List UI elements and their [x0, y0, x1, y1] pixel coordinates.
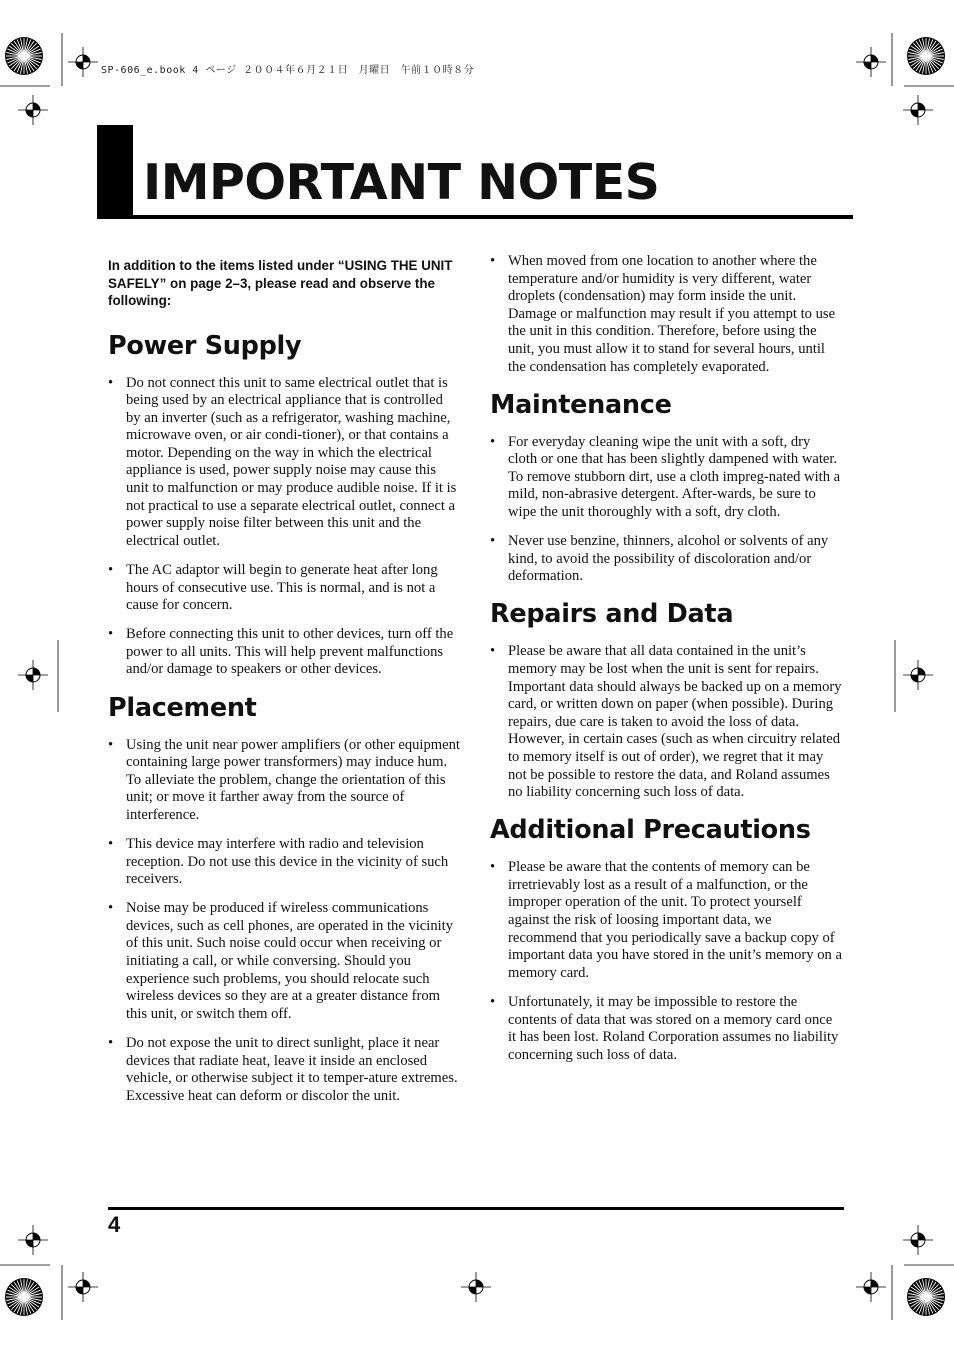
placement-continued-list: [490, 253, 842, 376]
repairs-list: [490, 643, 842, 801]
bullet: •: [108, 561, 114, 578]
bullet: •: [108, 835, 114, 852]
bullet: •: [490, 993, 496, 1010]
list-item: • Using the unit near power amplifiers (or other equipment containing large power transformers) may induce hum. To alleviate the problem, change the orientation of this unit; or move it farther away from the source of interference.: [108, 736, 460, 823]
list-item: • Before connecting this unit to other devices, turn off the power to all units. This will help prevent malfunctions and/or damage to speakers or other devices.: [108, 626, 454, 678]
placement-list: [108, 737, 460, 1106]
bullet: •: [490, 859, 496, 876]
maintenance-list: [490, 434, 842, 586]
list-item: • This device may interfere with radio and television reception. Do not use this device in the vicinity of such receivers.: [108, 835, 449, 888]
bullet: •: [108, 626, 114, 643]
bullet: •: [108, 374, 114, 391]
list-item: • Noise may be produced if wireless communications devices, such as cell phones, are operated in the vicinity of this unit. Such noise could occur when receiving or initiating a call, or while conversing. Should you experience such problems, you should relocate such wireless devices so they are at a greater distance from this unit, or switch them off.: [108, 900, 454, 1022]
section-heading-repairs: Repairs and Data: [490, 599, 734, 630]
list-item: • Please be aware that the contents of memory can be irretrievably lost as a result of a malfunction, or the improper operation of the unit. To protect yourself against the risk of loosing important data, we recommend that you periodically save a backup copy of important data you have stored in the unit’s memory on a memory card.: [490, 859, 842, 981]
section-heading-placement: Placement: [108, 692, 257, 723]
file-header: SP-606_e.book 4 ページ ２００４年６月２１日 月曜日 午前１０時８分: [101, 65, 475, 76]
title-accent-bar: [97, 125, 133, 219]
power-supply-list: [108, 375, 460, 680]
page-number: 4: [108, 1212, 121, 1237]
left-column: [108, 257, 460, 1117]
bullet: •: [490, 433, 496, 450]
section-heading-maintenance: Maintenance: [490, 389, 672, 420]
list-item: • Do not connect this unit to same electrical outlet that is being used by an electrical appliance that is controlled by an inverter (such as a refrigerator, washing machine, microwave oven, or air condi-tioner), or that contains a motor. Depending on the way in which the electrical appliance is used, power supply noise may cause this unit to malfunction or may produce audible noise. If it is not practical to use a separate electrical outlet, connect a power supply noise filter between this unit and the electrical outlet.: [108, 374, 457, 549]
bullet: •: [108, 1034, 114, 1051]
intro-text: In addition to the items listed under “USING THE UNIT SAFELY” on page 2–3, please read and observe the following:: [108, 258, 453, 308]
list-item: • Do not expose the unit to direct sunlight, place it near devices that radiate heat, leave it inside an enclosed vehicle, or otherwise subject it to temper-ature extremes. Excessive heat can deform or discolor the unit.: [108, 1034, 458, 1104]
list-item: • When moved from one location to another where the temperature and/or humidity is very different, water droplets (condensation) may form inside the unit. Damage or malfunction may result if you attempt to use the unit in this condition. Therefore, before using the unit, you must allow it to stand for several hours, until the condensation has completely evaporated.: [490, 253, 836, 375]
section-heading-power-supply: Power Supply: [108, 330, 302, 361]
list-item: • Please be aware that all data contained in the unit’s memory may be lost when the unit is sent for repairs. Important data should always be backed up on a memory card, or written down on paper (when possible). During repairs, due care is taken to avoid the loss of data. However, in certain cases (such as when circuitry related to memory itself is out of order), we regret that it may not be possible to restore the data, and Roland assumes no liability concerning such loss of data.: [490, 643, 842, 801]
footer-rule: [108, 1207, 844, 1210]
bullet: •: [108, 736, 114, 753]
bullet: •: [490, 643, 496, 660]
list-item: • The AC adaptor will begin to generate heat after long hours of consecutive use. This is normal, and is not a cause for concern.: [108, 561, 438, 614]
list-item: • Never use benzine, thinners, alcohol or solvents of any kind, to avoid the possibility of discoloration and/or deformation.: [490, 533, 829, 585]
additional-precautions-list: [490, 859, 842, 1064]
bullet: •: [490, 533, 496, 550]
bullet: •: [108, 900, 114, 917]
list-item: • Unfortunately, it may be impossible to restore the contents of data that was stored on a memory card once it has been lost. Roland Corporation assumes no liability concerning such loss of data.: [490, 993, 839, 1063]
bullet: •: [490, 253, 496, 269]
section-heading-additional-precautions: Additional Precautions: [490, 815, 811, 846]
page-title: IMPORTANT NOTES: [143, 154, 660, 211]
list-item: • For everyday cleaning wipe the unit with a soft, dry cloth or one that has been slightly dampened with water. To remove stubborn dirt, use a cloth impreg-nated with a mild, non-abrasive detergent. After-wards, be sure to wipe the unit thoroughly with a soft, dry cloth.: [490, 433, 841, 521]
right-column: [490, 253, 842, 1076]
